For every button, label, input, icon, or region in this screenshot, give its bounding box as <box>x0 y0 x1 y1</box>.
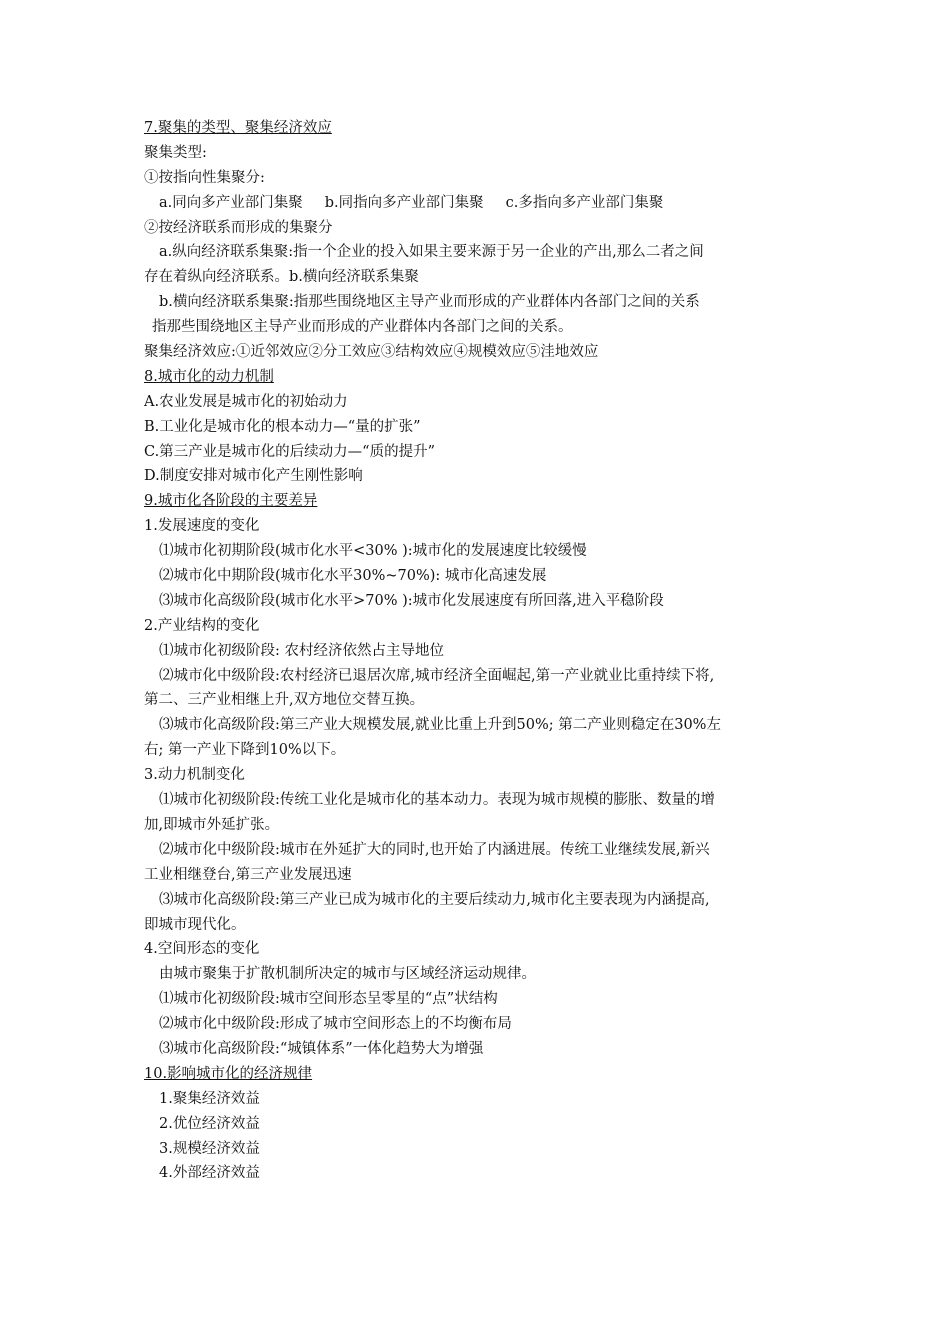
speed-item-2: ⑵城市化中期阶段(城市化水平30%~70%): 城市化高速发展 <box>159 568 547 585</box>
dynamics-item-a: A.农业发展是城市化的初始动力 <box>144 393 348 410</box>
vertical-aggregation-line1: a.纵向经济联系集聚:指一个企业的投入如果主要来源于另一企业的产出,那么二者之间 <box>159 244 704 261</box>
dynamics-item-d: D.制度安排对城市化产生刚性影响 <box>144 468 363 485</box>
dynamics-item-c: C.第三产业是城市化的后续动力—“质的提升” <box>144 443 436 460</box>
industry-item-2-line2: 第二、三产业相继上升,双方地位交替互换。 <box>144 692 425 709</box>
dir-type-c: c.多指向多产业部门集聚 <box>505 194 664 211</box>
section-8-heading: 8.城市化的动力机制 <box>144 368 274 385</box>
section-7-heading: 7.聚集的类型、聚集经济效应 <box>144 120 332 136</box>
dynamic-item-1-line2: 加,即城市外延扩张。 <box>144 816 280 833</box>
industry-change-title: 2.产业结构的变化 <box>144 617 260 634</box>
directional-aggregation-title: ①按指向性集聚分: <box>144 169 265 186</box>
horizontal-aggregation-repeat: 指那些围绕地区主导产业而形成的产业群体内各部门之间的关系。 <box>152 319 573 336</box>
space-item-1: ⑴城市化初级阶段:城市空间形态呈零星的“点”状结构 <box>159 991 498 1008</box>
dynamic-item-3-line2: 即城市现代化。 <box>144 916 246 933</box>
economic-law-item-1: 1.聚集经济效益 <box>159 1090 260 1107</box>
space-change-intro: 由城市聚集于扩散机制所决定的城市与区域经济运动规律。 <box>159 966 536 983</box>
space-item-3: ⑶城市化高级阶段:“城镇体系”一体化趋势大为增强 <box>159 1040 484 1057</box>
space-change-title: 4.空间形态的变化 <box>144 941 260 958</box>
dir-type-a: a.同向多产业部门集聚 <box>159 194 303 211</box>
document-page <box>144 116 814 1186</box>
economic-link-aggregation-title: ②按经济联系而形成的集聚分 <box>144 219 333 236</box>
section-9-heading: 9.城市化各阶段的主要差异 <box>144 493 318 510</box>
directional-aggregation-types <box>144 191 814 216</box>
horizontal-aggregation: b.横向经济联系集聚:指那些围绕地区主导产业而形成的产业群体内各部门之间的关系 <box>159 294 700 311</box>
aggregation-effects: 聚集经济效应:①近邻效应②分工效应③结构效应④规模效应⑤洼地效应 <box>144 344 599 361</box>
space-item-2: ⑵城市化中级阶段:形成了城市空间形态上的不均衡布局 <box>159 1016 512 1033</box>
industry-item-2-line1: ⑵城市化中级阶段:农村经济已退居次席,城市经济全面崛起,第一产业就业比重持续下将, <box>159 667 715 684</box>
speed-change-title: 1.发展速度的变化 <box>144 518 260 535</box>
speed-item-1: ⑴城市化初期阶段(城市化水平<30% ):城市化的发展速度比较缓慢 <box>159 543 587 560</box>
industry-item-3-line1: ⑶城市化高级阶段:第三产业大规模发展,就业比重上升到50%; 第二产业则稳定在30%左 <box>159 717 721 734</box>
economic-law-item-4: 4.外部经济效益 <box>159 1165 260 1182</box>
industry-item-3-line2: 右; 第一产业下降到10%以下。 <box>144 742 346 759</box>
dynamics-item-b: B.工业化是城市化的根本动力—“量的扩张” <box>144 418 421 435</box>
dynamic-item-1-line1: ⑴城市化初级阶段:传统工业化是城市化的基本动力。表现为城市规模的膨胀、数量的增 <box>159 792 715 809</box>
section-10-heading: 10.影响城市化的经济规律 <box>144 1065 313 1082</box>
dir-type-b: b.同指向多产业部门集聚 <box>324 194 484 211</box>
dynamic-item-3-line1: ⑶城市化高级阶段:第三产业已成为城市化的主要后续动力,城市化主要表现为内涵提高, <box>159 891 710 908</box>
aggregation-types-label: 聚集类型: <box>144 144 207 161</box>
economic-law-item-3: 3.规模经济效益 <box>159 1140 260 1157</box>
economic-law-item-2: 2.优位经济效益 <box>159 1115 260 1132</box>
speed-item-3: ⑶城市化高级阶段(城市化水平>70% ):城市化发展速度有所回落,进入平稳阶段 <box>159 592 664 609</box>
dynamic-item-2-line1: ⑵城市化中级阶段:城市在外延扩大的同时,也开始了内涵进展。传统工业继续发展,新兴 <box>159 841 710 858</box>
industry-item-1: ⑴城市化初级阶段: 农村经济依然占主导地位 <box>159 642 444 659</box>
vertical-aggregation-line2: 存在着纵向经济联系。b.横向经济联系集聚 <box>144 269 419 286</box>
dynamic-item-2-line2: 工业相继登台,第三产业发展迅速 <box>144 866 352 883</box>
dynamic-change-title: 3.动力机制变化 <box>144 767 245 784</box>
